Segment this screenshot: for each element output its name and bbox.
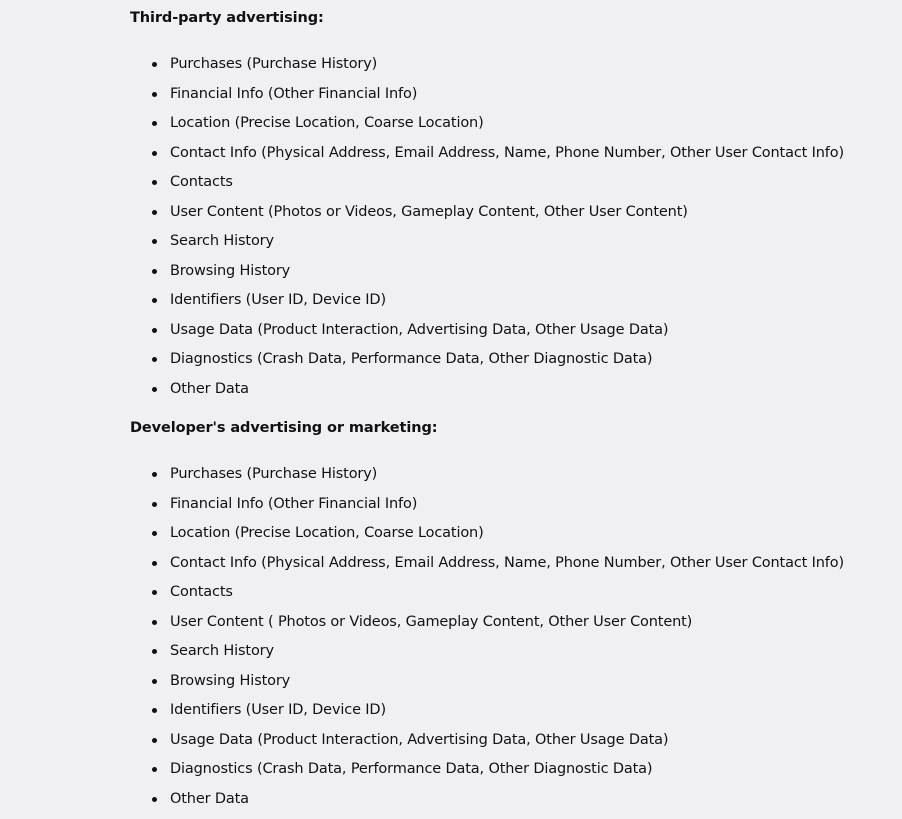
- list-item-label: Browsing History: [170, 262, 291, 279]
- bullet-icon: [152, 738, 157, 743]
- list-item: [130, 139, 890, 169]
- list-item-label: Search History: [170, 643, 274, 659]
- list-item-label: User Content ( Photos or Videos, Gameplay Content, Other User Content): [170, 613, 693, 630]
- list-item-label: Financial Info (Other Financial Info): [170, 85, 418, 102]
- bullet-icon: [152, 767, 157, 772]
- bullet-icon: [152, 387, 157, 392]
- list-item: [130, 345, 890, 375]
- list-item: [130, 696, 890, 726]
- bullet-icon: [152, 269, 157, 274]
- bullet-icon: [152, 708, 157, 713]
- list-item: [130, 755, 890, 785]
- list-item-label: User Content (Photos or Videos, Gameplay Content, Other User Content): [170, 203, 688, 220]
- list-item-label: Usage Data (Product Interaction, Advertising Data, Other Usage Data): [170, 321, 669, 338]
- list-item-label: Purchases (Purchase History): [170, 56, 378, 72]
- list-item-label: Usage Data (Product Interaction, Advertising Data, Other Usage Data): [170, 731, 669, 748]
- list-item: [130, 490, 890, 520]
- list-item: [130, 785, 890, 815]
- list-item: [130, 519, 890, 549]
- data-type-list: [130, 460, 890, 814]
- list-item: [130, 286, 890, 316]
- list-item-label: Contacts: [170, 584, 233, 600]
- bullet-icon: [152, 180, 157, 185]
- list-item-label: Location (Precise Location, Coarse Location): [170, 525, 484, 541]
- bullet-icon: [152, 62, 157, 67]
- list-item: [130, 549, 890, 579]
- list-item: [130, 375, 890, 405]
- list-item-label: Identifiers (User ID, Device ID): [170, 702, 386, 718]
- list-item: [130, 460, 890, 490]
- list-item: [130, 50, 890, 80]
- list-item: [130, 168, 890, 198]
- list-item: [130, 227, 890, 257]
- third-party-advertising-section: [130, 8, 890, 404]
- bullet-icon: [152, 121, 157, 126]
- bullet-icon: [152, 357, 157, 362]
- bullet-icon: [152, 151, 157, 156]
- section-heading: Third-party advertising:: [130, 10, 324, 26]
- bullet-icon: [152, 797, 157, 802]
- list-item-label: Search History: [170, 233, 274, 249]
- developer-advertising-section: [130, 418, 890, 814]
- list-item: [130, 257, 890, 287]
- list-item-label: Diagnostics (Crash Data, Performance Data, Other Diagnostic Data): [170, 761, 653, 777]
- bullet-icon: [152, 328, 157, 333]
- list-item: [130, 578, 890, 608]
- list-item: [130, 80, 890, 110]
- list-item-label: Diagnostics (Crash Data, Performance Data, Other Diagnostic Data): [170, 351, 653, 367]
- bullet-icon: [152, 472, 157, 477]
- list-item-label: Location (Precise Location, Coarse Location): [170, 115, 484, 131]
- list-item-label: Contact Info (Physical Address, Email Address, Name, Phone Number, Other User Contact Info): [170, 554, 844, 571]
- list-item-label: Other Data: [170, 380, 249, 397]
- bullet-icon: [152, 210, 157, 215]
- data-type-list: [130, 50, 890, 404]
- list-item-label: Browsing History: [170, 672, 291, 689]
- list-item: [130, 726, 890, 756]
- list-item-label: Contacts: [170, 174, 233, 190]
- list-item: [130, 198, 890, 228]
- bullet-icon: [152, 561, 157, 566]
- list-item-label: Identifiers (User ID, Device ID): [170, 292, 386, 308]
- list-item: [130, 608, 890, 638]
- list-item: [130, 109, 890, 139]
- list-item: [130, 316, 890, 346]
- list-item: [130, 667, 890, 697]
- list-item-label: Contact Info (Physical Address, Email Address, Name, Phone Number, Other User Contact Info): [170, 144, 844, 161]
- bullet-icon: [152, 679, 157, 684]
- bullet-icon: [152, 620, 157, 625]
- list-item-label: Purchases (Purchase History): [170, 466, 378, 482]
- bullet-icon: [152, 502, 157, 507]
- list-item-label: Financial Info (Other Financial Info): [170, 495, 418, 512]
- list-item-label: Other Data: [170, 790, 249, 807]
- section-heading: Developer's advertising or marketing:: [130, 420, 438, 436]
- bullet-icon: [152, 590, 157, 595]
- bullet-icon: [152, 92, 157, 97]
- bullet-icon: [152, 298, 157, 303]
- bullet-icon: [152, 531, 157, 536]
- bullet-icon: [152, 239, 157, 244]
- bullet-icon: [152, 649, 157, 654]
- list-item: [130, 637, 890, 667]
